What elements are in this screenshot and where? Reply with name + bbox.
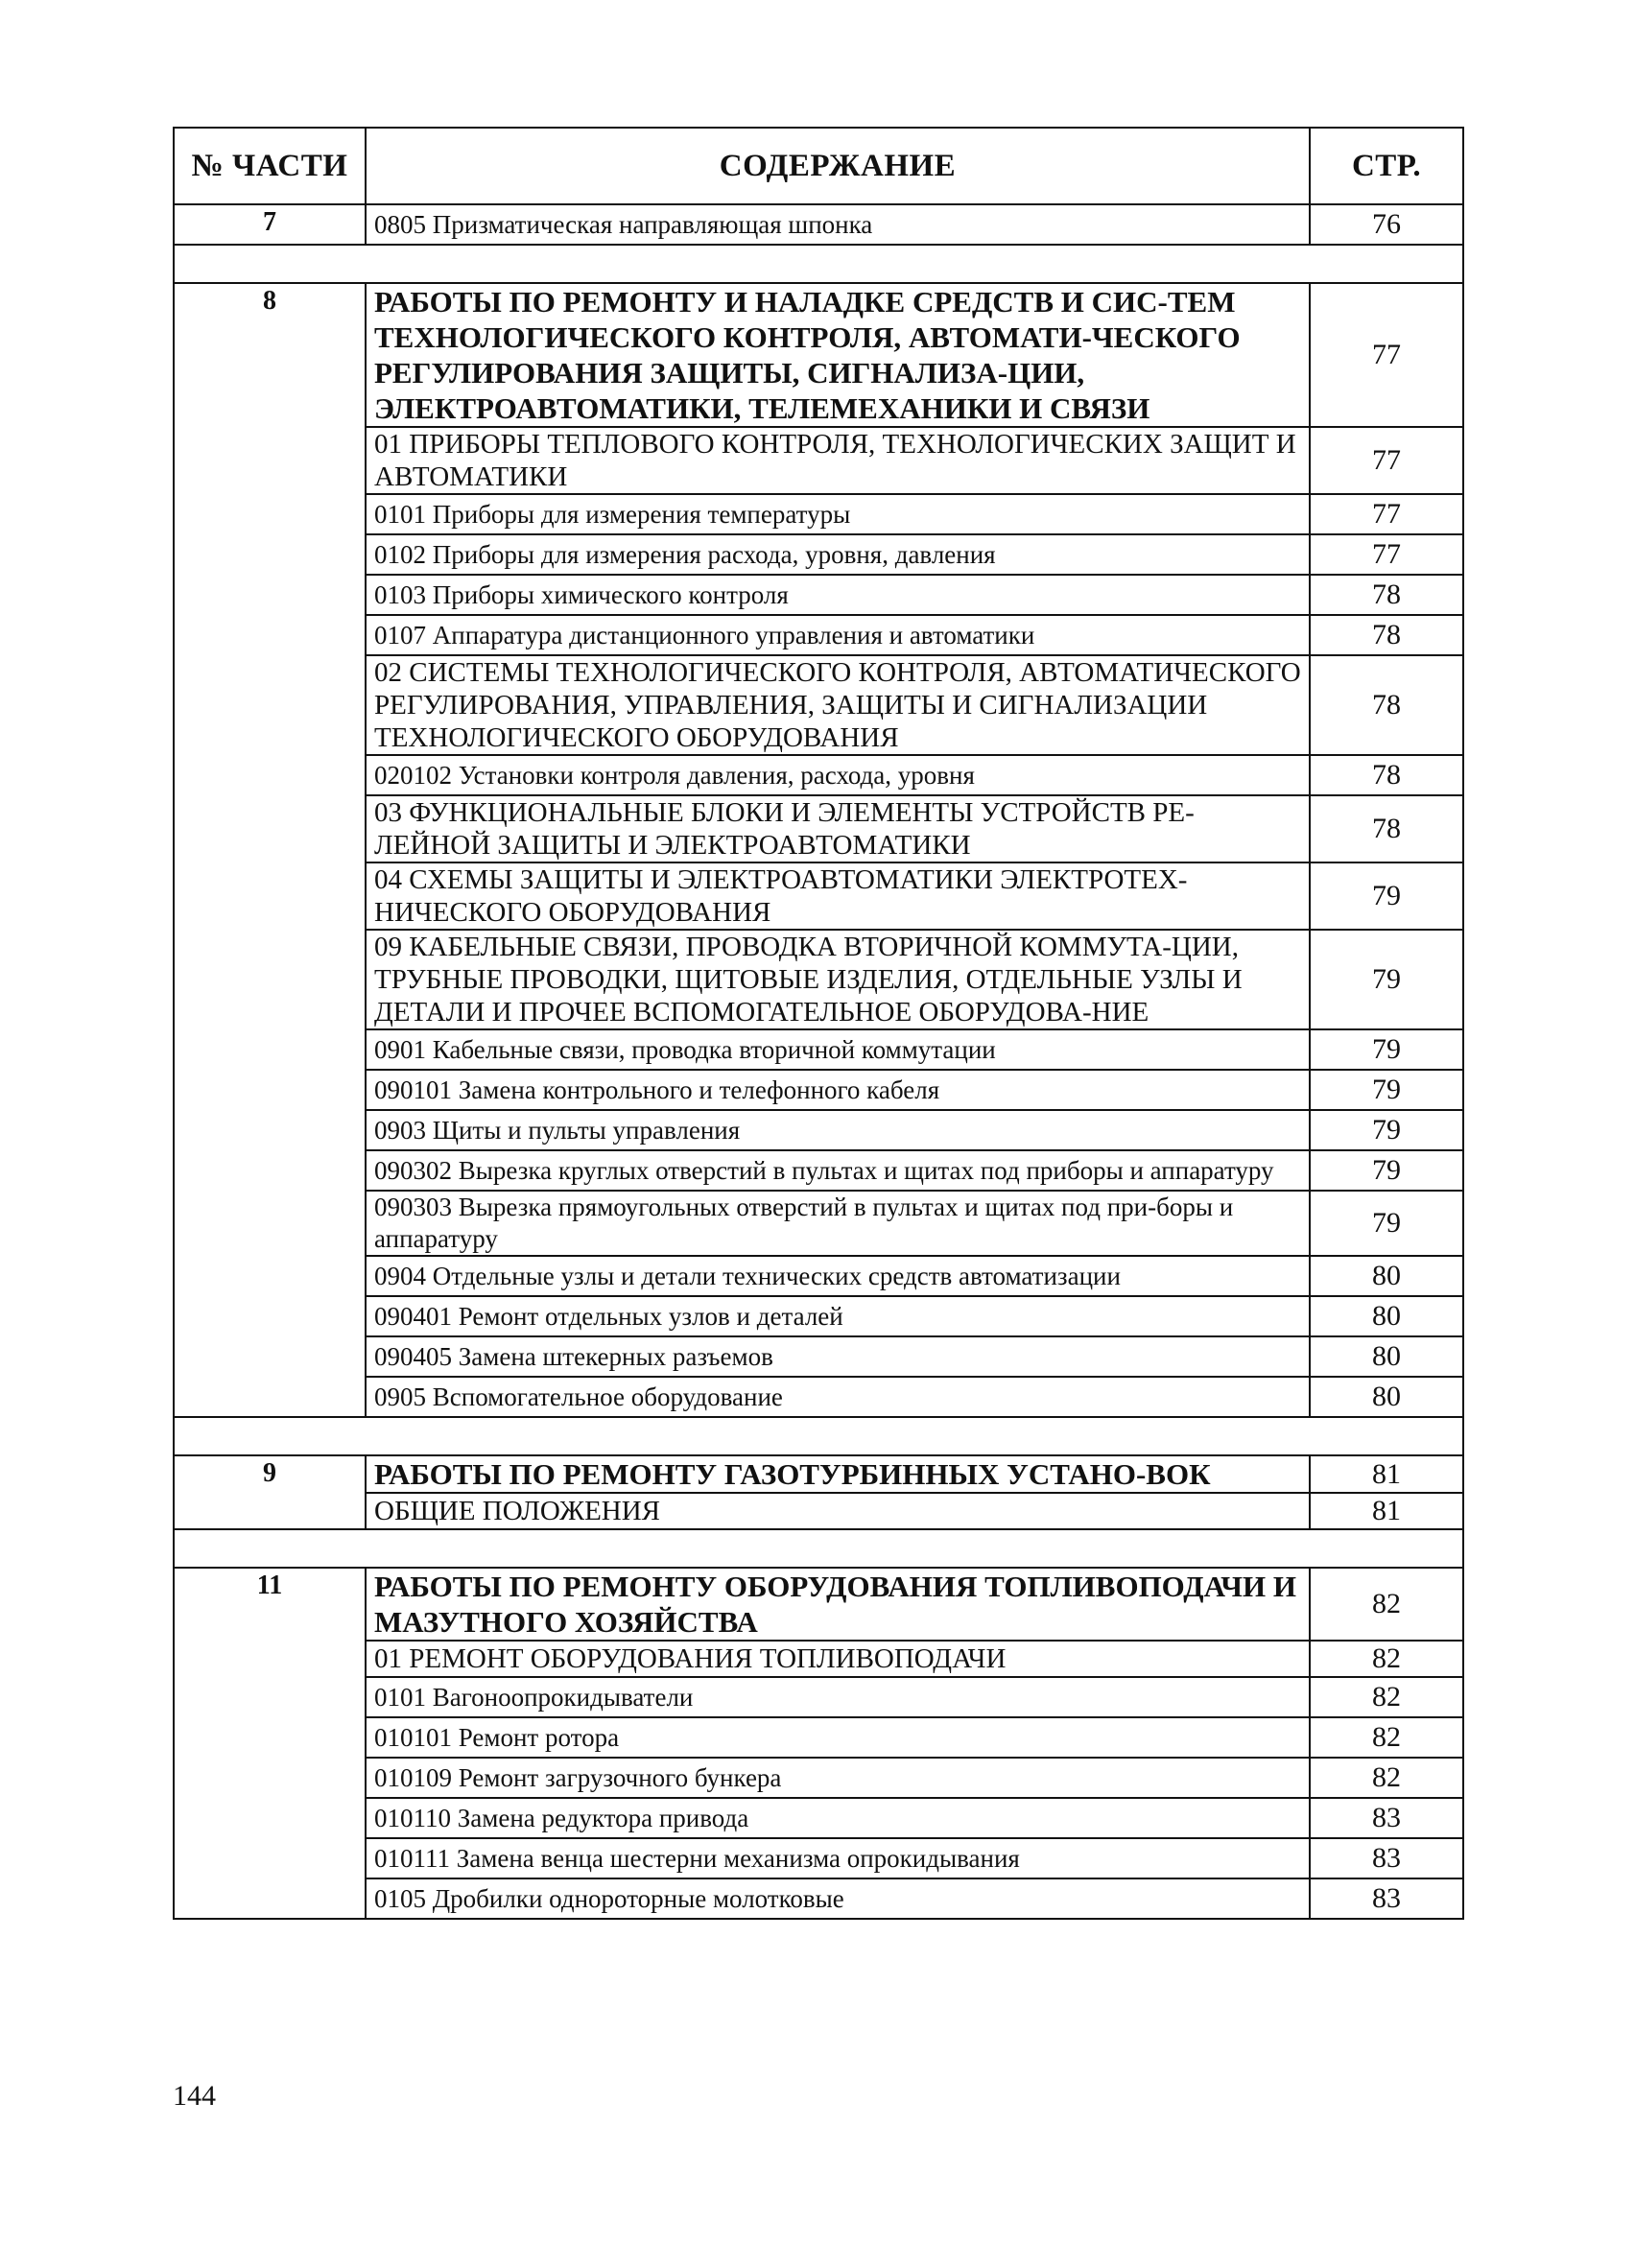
- content-entry: 010111 Замена венца шестерни механизма опрокидывания: [366, 1838, 1310, 1878]
- content-entry: 04 СХЕМЫ ЗАЩИТЫ И ЭЛЕКТРОАВТОМАТИКИ ЭЛЕКТРОТЕХ-НИЧЕСКОГО ОБОРУДОВАНИЯ: [366, 862, 1310, 930]
- table-row: [174, 494, 1463, 534]
- content-entry: 0107 Аппаратура дистанционного управления и автоматики: [366, 615, 1310, 655]
- page-ref: 79: [1310, 930, 1463, 1029]
- content-entry: 0105 Дробилки однороторные молотковые: [366, 1878, 1310, 1919]
- section-gap: [174, 1529, 1463, 1568]
- page-ref: 80: [1310, 1296, 1463, 1336]
- page-ref: 83: [1310, 1838, 1463, 1878]
- content-entry: 0102 Приборы для измерения расхода, уровня, давления: [366, 534, 1310, 575]
- page-ref: 83: [1310, 1798, 1463, 1838]
- content-entry: 090401 Ремонт отдельных узлов и деталей: [366, 1296, 1310, 1336]
- table-row: [174, 283, 1463, 427]
- page-ref: 82: [1310, 1717, 1463, 1758]
- table-row: [174, 1110, 1463, 1150]
- table-row: [174, 655, 1463, 755]
- table-row: [174, 795, 1463, 862]
- header-row: [174, 128, 1463, 204]
- content-entry: 02 СИСТЕМЫ ТЕХНОЛОГИЧЕСКОГО КОНТРОЛЯ, АВТОМАТИЧЕСКОГО РЕГУЛИРОВАНИЯ, УПРАВЛЕНИЯ, ЗАЩИТЫ И СИГНАЛИЗАЦИИ ТЕХНОЛОГИЧЕСКОГО ОБОРУДОВАНИЯ: [366, 655, 1310, 755]
- table-row: [174, 1070, 1463, 1110]
- content-entry: 010109 Ремонт загрузочного бункера: [366, 1758, 1310, 1798]
- page-ref: 78: [1310, 615, 1463, 655]
- table-row: [174, 575, 1463, 615]
- table-row: [174, 1150, 1463, 1191]
- content-entry: 010101 Ремонт ротора: [366, 1717, 1310, 1758]
- content-entry: 0905 Вспомогательное оборудование: [366, 1377, 1310, 1417]
- page-ref: 77: [1310, 427, 1463, 494]
- header-part: № ЧАСТИ: [174, 128, 366, 204]
- table-row: [174, 1641, 1463, 1677]
- table-row: [174, 1029, 1463, 1070]
- content-entry: 020102 Установки контроля давления, расхода, уровня: [366, 755, 1310, 795]
- content-entry: 010110 Замена редуктора привода: [366, 1798, 1310, 1838]
- table-row: [174, 1377, 1463, 1417]
- table-row: [174, 1493, 1463, 1529]
- page-ref: 79: [1310, 1110, 1463, 1150]
- content-entry: 03 ФУНКЦИОНАЛЬНЫЕ БЛОКИ И ЭЛЕМЕНТЫ УСТРОЙСТВ РЕ-ЛЕЙНОЙ ЗАЩИТЫ И ЭЛЕКТРОАВТОМАТИКИ: [366, 795, 1310, 862]
- table-row: [174, 1256, 1463, 1296]
- part-number: 9: [174, 1455, 366, 1529]
- table-row: [174, 1798, 1463, 1838]
- table-row: [174, 1455, 1463, 1493]
- table-of-contents: [173, 127, 1464, 1920]
- page-ref: 79: [1310, 862, 1463, 930]
- content-entry: 0901 Кабельные связи, проводка вторичной коммутации: [366, 1029, 1310, 1070]
- page-ref: 81: [1310, 1455, 1463, 1493]
- content-entry: 0805 Призматическая направляющая шпонка: [366, 204, 1310, 245]
- content-entry: 090101 Замена контрольного и телефонного кабеля: [366, 1070, 1310, 1110]
- content-entry: 090303 Вырезка прямоугольных отверстий в пультах и щитах под при-боры и аппаратуру: [366, 1191, 1310, 1256]
- page-ref: 83: [1310, 1878, 1463, 1919]
- page-ref: 77: [1310, 534, 1463, 575]
- page-ref: 82: [1310, 1641, 1463, 1677]
- content-entry: 0903 Щиты и пульты управления: [366, 1110, 1310, 1150]
- part-number: 8: [174, 283, 366, 1417]
- table-row: [174, 1191, 1463, 1256]
- page-ref: 78: [1310, 795, 1463, 862]
- content-entry: 0101 Приборы для измерения температуры: [366, 494, 1310, 534]
- page-ref: 78: [1310, 655, 1463, 755]
- content-entry: 0904 Отдельные узлы и детали технических средств автоматизации: [366, 1256, 1310, 1296]
- content-entry: 01 РЕМОНТ ОБОРУДОВАНИЯ ТОПЛИВОПОДАЧИ: [366, 1641, 1310, 1677]
- page-ref: 77: [1310, 494, 1463, 534]
- page-ref: 80: [1310, 1377, 1463, 1417]
- gap-cell: [174, 1529, 1463, 1568]
- content-entry: 01 ПРИБОРЫ ТЕПЛОВОГО КОНТРОЛЯ, ТЕХНОЛОГИЧЕСКИХ ЗАЩИТ И АВТОМАТИКИ: [366, 427, 1310, 494]
- content-entry: 09 КАБЕЛЬНЫЕ СВЯЗИ, ПРОВОДКА ВТОРИЧНОЙ КОММУТА-ЦИИ, ТРУБНЫЕ ПРОВОДКИ, ЩИТОВЫЕ ИЗДЕЛИЯ, ОТДЕЛЬНЫЕ УЗЛЫ И ДЕТАЛИ И ПРОЧЕЕ ВСПОМОГАТЕЛЬНОЕ ОБОРУДОВА-НИЕ: [366, 930, 1310, 1029]
- table-row: [174, 615, 1463, 655]
- content-entry: 0101 Вагоноопрокидыватели: [366, 1677, 1310, 1717]
- content-entry: РАБОТЫ ПО РЕМОНТУ И НАЛАДКЕ СРЕДСТВ И СИС-ТЕМ ТЕХНОЛОГИЧЕСКОГО КОНТРОЛЯ, АВТОМАТИ-ЧЕСКОГО РЕГУЛИРОВАНИЯ ЗАЩИТЫ, СИГНАЛИЗА-ЦИИ, ЭЛЕКТРОАВТОМАТИКИ, ТЕЛЕМЕХАНИКИ И СВЯЗИ: [366, 283, 1310, 427]
- content-entry: 090405 Замена штекерных разъемов: [366, 1336, 1310, 1377]
- content-entry: РАБОТЫ ПО РЕМОНТУ ГАЗОТУРБИННЫХ УСТАНО-ВОК: [366, 1455, 1310, 1493]
- page-number: 144: [173, 2080, 216, 2112]
- page-ref: 78: [1310, 575, 1463, 615]
- page-ref: 82: [1310, 1758, 1463, 1798]
- page-ref: 82: [1310, 1677, 1463, 1717]
- table-row: [174, 1838, 1463, 1878]
- page-ref: 76: [1310, 204, 1463, 245]
- page-ref: 79: [1310, 1029, 1463, 1070]
- content-entry: ОБЩИЕ ПОЛОЖЕНИЯ: [366, 1493, 1310, 1529]
- table-row: [174, 1677, 1463, 1717]
- header-page: СТР.: [1310, 128, 1463, 204]
- part-number: 11: [174, 1568, 366, 1919]
- page-ref: 79: [1310, 1150, 1463, 1191]
- table-row: [174, 930, 1463, 1029]
- table-row: [174, 1296, 1463, 1336]
- part-number: 7: [174, 204, 366, 245]
- table-row: [174, 1758, 1463, 1798]
- page-ref: 79: [1310, 1191, 1463, 1256]
- content-entry: 090302 Вырезка круглых отверстий в пультах и щитах под приборы и аппаратуру: [366, 1150, 1310, 1191]
- page-ref: 77: [1310, 283, 1463, 427]
- page-ref: 78: [1310, 755, 1463, 795]
- table-row: [174, 1878, 1463, 1919]
- table-row: [174, 1336, 1463, 1377]
- table-row: [174, 1568, 1463, 1641]
- table-row: [174, 427, 1463, 494]
- table-row: [174, 204, 1463, 245]
- page-ref: 79: [1310, 1070, 1463, 1110]
- page-ref: 81: [1310, 1493, 1463, 1529]
- header-content: СОДЕРЖАНИЕ: [366, 128, 1310, 204]
- table-row: [174, 755, 1463, 795]
- page-ref: 82: [1310, 1568, 1463, 1641]
- page-ref: 80: [1310, 1256, 1463, 1296]
- table-row: [174, 862, 1463, 930]
- content-entry: РАБОТЫ ПО РЕМОНТУ ОБОРУДОВАНИЯ ТОПЛИВОПОДАЧИ И МАЗУТНОГО ХОЗЯЙСТВА: [366, 1568, 1310, 1641]
- section-gap: [174, 1417, 1463, 1455]
- table-row: [174, 534, 1463, 575]
- page-ref: 80: [1310, 1336, 1463, 1377]
- toc-body: [174, 204, 1463, 1919]
- content-entry: 0103 Приборы химического контроля: [366, 575, 1310, 615]
- gap-cell: [174, 1417, 1463, 1455]
- table-row: [174, 1717, 1463, 1758]
- gap-cell: [174, 245, 1463, 283]
- section-gap: [174, 245, 1463, 283]
